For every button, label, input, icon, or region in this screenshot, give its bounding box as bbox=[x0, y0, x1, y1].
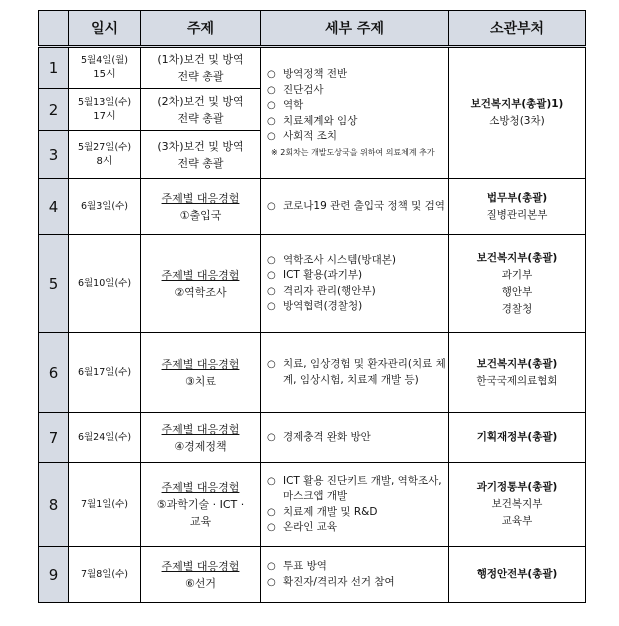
list-item: ○ 진단검사 bbox=[267, 83, 448, 99]
detail-list bbox=[267, 253, 448, 315]
row-number: 3 bbox=[39, 131, 69, 179]
topic-line: 주제별 대응경험 bbox=[161, 268, 240, 282]
header-detail: 세부 주제 bbox=[261, 11, 449, 47]
dept-main: 보건복지부(총괄) bbox=[476, 251, 558, 264]
row-topic bbox=[141, 131, 261, 179]
detail-list bbox=[267, 559, 448, 590]
row-dept bbox=[449, 333, 586, 413]
topic-line: 주제별 대응경험 bbox=[161, 191, 240, 205]
detail-list bbox=[267, 357, 448, 388]
table-row bbox=[39, 413, 586, 463]
header-date: 일시 bbox=[69, 11, 141, 47]
topic-line: 전략 총괄 bbox=[177, 156, 224, 170]
row-topic bbox=[141, 179, 261, 235]
topic-line: (3차)보건 및 방역 bbox=[157, 139, 244, 153]
row-number: 2 bbox=[39, 89, 69, 131]
merged-detail bbox=[261, 47, 449, 179]
header-topic: 주제 bbox=[141, 11, 261, 47]
topic-line: 주제별 대응경험 bbox=[161, 559, 240, 573]
table-row bbox=[39, 47, 586, 89]
list-item: ○ 온라인 교육 bbox=[267, 520, 448, 536]
topic-line: ⑤과학기술 · ICT · bbox=[156, 498, 245, 511]
row-number: 7 bbox=[39, 413, 69, 463]
topic-line: ④경제정책 bbox=[174, 439, 227, 453]
list-item: ○ ICT 활용 진단키트 개발, 역학조사, 마스크앱 개발 bbox=[267, 474, 448, 505]
dept-sub: 보건복지부 bbox=[491, 498, 543, 510]
dept-sub: 한국국제의료협회 bbox=[476, 374, 558, 387]
row-topic bbox=[141, 413, 261, 463]
row-detail bbox=[261, 413, 449, 463]
row-dept bbox=[449, 413, 586, 463]
dept-sub: 행안부 bbox=[501, 285, 533, 298]
dept-sub: 질병관리본부 bbox=[486, 208, 548, 221]
dept-main: 법무부(총괄) bbox=[486, 191, 548, 204]
list-item: ○ ICT 활용(과기부) bbox=[267, 268, 448, 284]
row-number: 1 bbox=[39, 47, 69, 89]
topic-line: 교육 bbox=[189, 515, 212, 528]
merged-dept bbox=[449, 47, 586, 179]
row-topic bbox=[141, 89, 261, 131]
row-date: 6월3일(수) bbox=[69, 179, 141, 235]
table-row bbox=[39, 547, 586, 603]
topic-line: (2차)보건 및 방역 bbox=[157, 94, 244, 108]
header-dept: 소관부처 bbox=[449, 11, 586, 47]
topic-line: 주제별 대응경험 bbox=[161, 481, 240, 494]
dept-sub: 과기부 bbox=[501, 268, 533, 281]
topic-line: (1차)보건 및 방역 bbox=[157, 53, 244, 66]
row-dept bbox=[449, 235, 586, 333]
row-dept bbox=[449, 463, 586, 547]
dept-main: 과기정통부(총괄) bbox=[476, 481, 558, 493]
row-detail bbox=[261, 333, 449, 413]
row-date bbox=[69, 131, 141, 179]
header-no bbox=[39, 11, 69, 47]
row-date: 6월24일(수) bbox=[69, 413, 141, 463]
detail-list bbox=[267, 474, 448, 536]
date-day: 5월13일(수) bbox=[77, 96, 132, 108]
row-number: 8 bbox=[39, 463, 69, 547]
row-topic bbox=[141, 547, 261, 603]
row-detail bbox=[261, 547, 449, 603]
list-item: ○ 방역정책 전반 bbox=[267, 67, 448, 83]
topic-line: ③치료 bbox=[184, 374, 217, 388]
row-date: 7월1일(수) bbox=[69, 463, 141, 547]
date-day: 5월4일(월) bbox=[80, 55, 129, 66]
header-row bbox=[39, 11, 586, 47]
list-item: ○ 치료, 임상경험 및 환자관리(치료 체계, 임상시험, 치료제 개발 등) bbox=[267, 357, 448, 388]
date-time: 17시 bbox=[93, 110, 116, 122]
dept-main: 행정안전부(총괄) bbox=[476, 568, 558, 580]
table-row bbox=[39, 179, 586, 235]
row-number: 5 bbox=[39, 235, 69, 333]
dept-main: 보건복지부(총괄) bbox=[476, 357, 558, 370]
row-date: 7월8일(수) bbox=[69, 547, 141, 603]
detail-note: ※ 2회차는 개발도상국을 위하여 의료체계 추가 bbox=[271, 147, 435, 157]
detail-list bbox=[267, 430, 448, 446]
dept-sub: 경찰청 bbox=[501, 302, 533, 315]
dept-main: 기획재정부(총괄) bbox=[476, 431, 558, 443]
detail-list bbox=[267, 199, 448, 215]
list-item: ○ 치료체계와 임상 bbox=[267, 114, 448, 130]
dept-sub: 교육부 bbox=[501, 515, 533, 527]
date-time: 8시 bbox=[96, 155, 113, 167]
row-number: 9 bbox=[39, 547, 69, 603]
row-topic bbox=[141, 333, 261, 413]
list-item: ○ 역학조사 시스템(방대본) bbox=[267, 253, 448, 269]
row-detail bbox=[261, 235, 449, 333]
list-item: ○ 확진자/격리자 선거 참여 bbox=[267, 575, 448, 591]
date-time: 15시 bbox=[93, 69, 116, 80]
row-detail bbox=[261, 463, 449, 547]
list-item: ○ 코로나19 관련 출입국 정책 및 검역 bbox=[267, 199, 448, 215]
row-date bbox=[69, 47, 141, 89]
table-row bbox=[39, 333, 586, 413]
row-date bbox=[69, 89, 141, 131]
list-item: ○ 경제충격 완화 방안 bbox=[267, 430, 448, 446]
row-dept bbox=[449, 547, 586, 603]
row-topic bbox=[141, 47, 261, 89]
list-item: ○ 투표 방역 bbox=[267, 559, 448, 575]
detail-list bbox=[267, 67, 448, 145]
topic-line: ②역학조사 bbox=[174, 285, 227, 299]
schedule-table bbox=[38, 10, 586, 603]
topic-line: 주제별 대응경험 bbox=[161, 357, 240, 371]
topic-line: 전략 총괄 bbox=[177, 70, 224, 83]
topic-line: 전략 총괄 bbox=[177, 111, 224, 125]
topic-line: ⑥선거 bbox=[184, 576, 217, 590]
table-row bbox=[39, 235, 586, 333]
row-topic bbox=[141, 463, 261, 547]
row-date: 6월17일(수) bbox=[69, 333, 141, 413]
row-detail bbox=[261, 179, 449, 235]
date-day: 5월27일(수) bbox=[77, 141, 132, 153]
row-number: 4 bbox=[39, 179, 69, 235]
dept-main: 보건복지부(총괄)1) bbox=[470, 98, 564, 110]
list-item: ○ 격리자 관리(행안부) bbox=[267, 284, 448, 300]
row-number: 6 bbox=[39, 333, 69, 413]
list-item: ○ 역학 bbox=[267, 98, 448, 114]
row-dept bbox=[449, 179, 586, 235]
row-date: 6월10일(수) bbox=[69, 235, 141, 333]
table-row bbox=[39, 463, 586, 547]
list-item: ○ 치료제 개발 및 R&D bbox=[267, 505, 448, 521]
list-item: ○ 방역협력(경찰청) bbox=[267, 299, 448, 315]
list-item: ○ 사회적 조치 bbox=[267, 129, 448, 145]
topic-line: 주제별 대응경험 bbox=[161, 422, 240, 436]
dept-sub: 소방청(3차) bbox=[489, 115, 545, 127]
row-topic bbox=[141, 235, 261, 333]
topic-line: ①출입국 bbox=[179, 208, 222, 222]
